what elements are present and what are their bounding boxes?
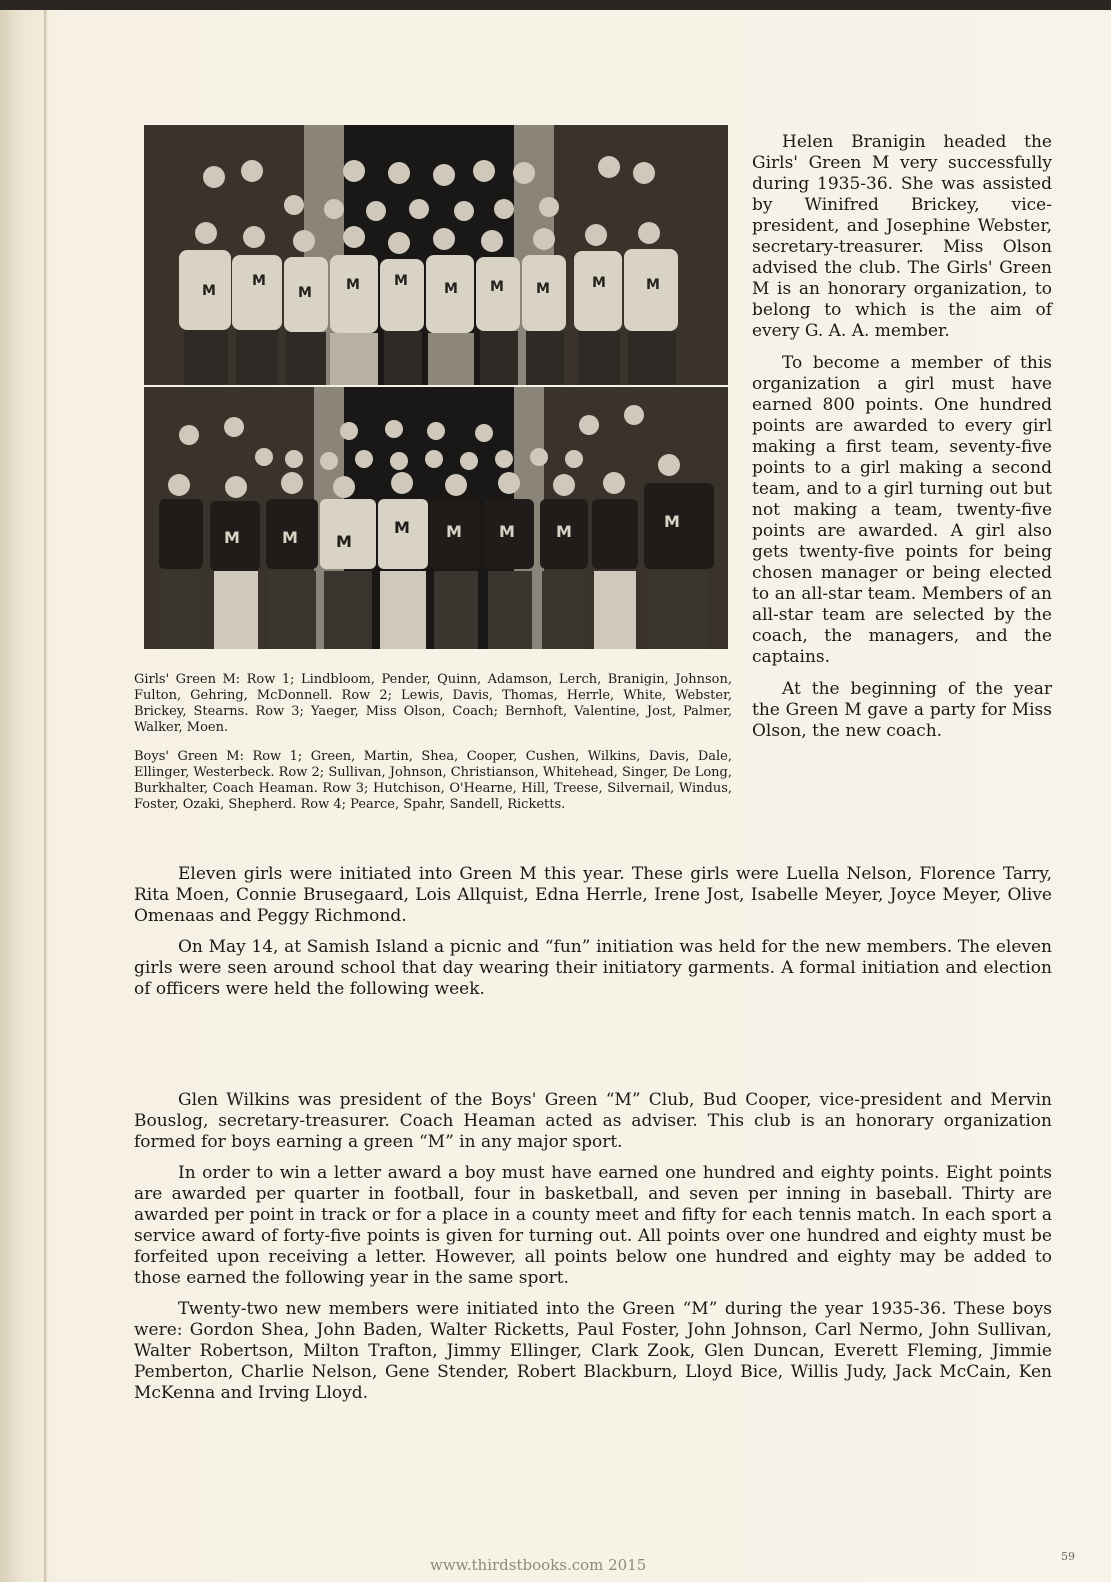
svg-text:M: M bbox=[490, 279, 504, 295]
svg-text:M: M bbox=[646, 277, 660, 293]
page-number: 59 bbox=[1061, 1550, 1075, 1563]
girls-paragraph-1: Eleven girls were initiated into Green M this year. These girls were Luella Nelson, Florence Tarry, Rita Moen, Connie Brusegaard, Lois Allquist, Edna Herrle, Irene Jost, Isabelle Meyer, Joyce Meyer, Olive Omenaas and Peggy Richmond. bbox=[134, 864, 1052, 926]
right-paragraph-1: Helen Branigin headed the Girls' Green M very successfully during 1935-36. She was assisted by Winifred Brickey, vice-president, and Josephine Webster, secretary-treasurer. Miss Olson advised the club. The Girls' Green M is an honorary organization, to belong to which is the aim of every G. A. A. member. bbox=[752, 132, 1052, 341]
boys-photo-caption: Boys' Green M: Row 1; Green, Martin, Shea, Cooper, Cushen, Wilkins, Davis, Dale, Ellinger, Westerbeck. Row 2; Sullivan, Johnson, Christianson, Whitehead, Singer, De Long, Burkhalter, Coach Heaman. Row 3; Hutchison, O'Hearne, Hill, Treese, Silvernail, Windus, Foster, Ozaki, Shepherd. Row 4; Pearce, Spahr, Sandell, Ricketts. bbox=[134, 749, 732, 812]
boys-photo-image bbox=[144, 387, 728, 649]
girls-paragraph-2: On May 14, at Samish Island a picnic and “fun” initiation was held for the new members. The eleven girls were seen around school that day wearing their initiatory garments. A formal initiation and election of officers were held the following week. bbox=[134, 937, 1052, 999]
right-column-text bbox=[752, 132, 1052, 753]
girls-photo-image bbox=[144, 125, 728, 385]
svg-text:M: M bbox=[536, 281, 550, 297]
yearbook-page bbox=[0, 10, 1111, 1582]
svg-text:M: M bbox=[252, 273, 266, 289]
svg-text:M: M bbox=[298, 285, 312, 301]
svg-text:M: M bbox=[224, 528, 240, 547]
girls-green-m-text bbox=[134, 864, 1052, 1010]
svg-text:M: M bbox=[556, 522, 572, 541]
right-paragraph-2: To become a member of this organization a girl must have earned 800 points. One hundred points are awarded to every girl making a first team, seventy-five points to a girl making a second team, and to a girl turning out but not making a team, twenty-five points are awarded. A girl also gets twenty-five points for being chosen manager or being elected to an all-star team. Members of an all-star team are selected by the coach, the managers, and the captains. bbox=[752, 353, 1052, 667]
watermark: www.thirdstbooks.com 2015 bbox=[430, 1556, 647, 1574]
svg-text:M: M bbox=[592, 275, 606, 291]
boys-paragraph-2: In order to win a letter award a boy must have earned one hundred and eighty points. Eight points are awarded per quarter in football, four in basketball, and seven per inning in baseball. Thirty are awarded per point in track or for a place in a county meet and fifty for each tennis match. In each sport a service award of forty-five points is given for turning out. All points over one hundred and eighty must be forfeited upon receiving a letter. However, all points below one hundred and eighty may be added to those earned the following year in the same sport. bbox=[134, 1163, 1052, 1288]
boys-green-m-photo bbox=[144, 387, 728, 649]
svg-text:M: M bbox=[336, 532, 352, 551]
right-paragraph-3: At the beginning of the year the Green M gave a party for Miss Olson, the new coach. bbox=[752, 679, 1052, 741]
svg-text:M: M bbox=[446, 522, 462, 541]
svg-text:M: M bbox=[499, 522, 515, 541]
svg-text:M: M bbox=[664, 512, 680, 531]
boys-paragraph-1: Glen Wilkins was president of the Boys' Green “M” Club, Bud Cooper, vice-president and Mervin Bouslog, secretary-treasurer. Coach Heaman acted as adviser. This club is an honorary organization formed for boys earning a green “M” in any major sport. bbox=[134, 1090, 1052, 1152]
svg-text:M: M bbox=[394, 273, 408, 289]
girls-photo-caption: Girls' Green M: Row 1; Lindbloom, Pender, Quinn, Adamson, Lerch, Branigin, Johnson, Fulton, Gehring, McDonnell. Row 2; Lewis, Davis, Thomas, Herrle, White, Webster, Brickey, Stearns. Row 3; Yaeger, Miss Olson, Coach; Bernhoft, Valentine, Jost, Palmer, Walker, Moen. bbox=[134, 672, 732, 735]
svg-text:M: M bbox=[346, 277, 360, 293]
page-spine bbox=[44, 10, 47, 1582]
svg-text:M: M bbox=[444, 281, 458, 297]
boys-paragraph-3: Twenty-two new members were initiated into the Green “M” during the year 1935-36. These boys were: Gordon Shea, John Baden, Walter Ricketts, Paul Foster, John Johnson, Carl Nermo, John Sullivan, Walter Robertson, Milton Trafton, Jimmy Ellinger, Clark Zook, Glen Duncan, Everett Fleming, Jimmie Pemberton, Charlie Nelson, Gene Stender, Robert Blackburn, Lloyd Bice, Willis Judy, Jack McCain, Ken McKenna and Irving Lloyd. bbox=[134, 1299, 1052, 1403]
girls-green-m-photo bbox=[144, 125, 728, 385]
svg-text:M: M bbox=[394, 518, 410, 537]
svg-text:M: M bbox=[282, 528, 298, 547]
svg-text:M: M bbox=[202, 283, 216, 299]
boys-green-m-text bbox=[134, 1090, 1052, 1414]
